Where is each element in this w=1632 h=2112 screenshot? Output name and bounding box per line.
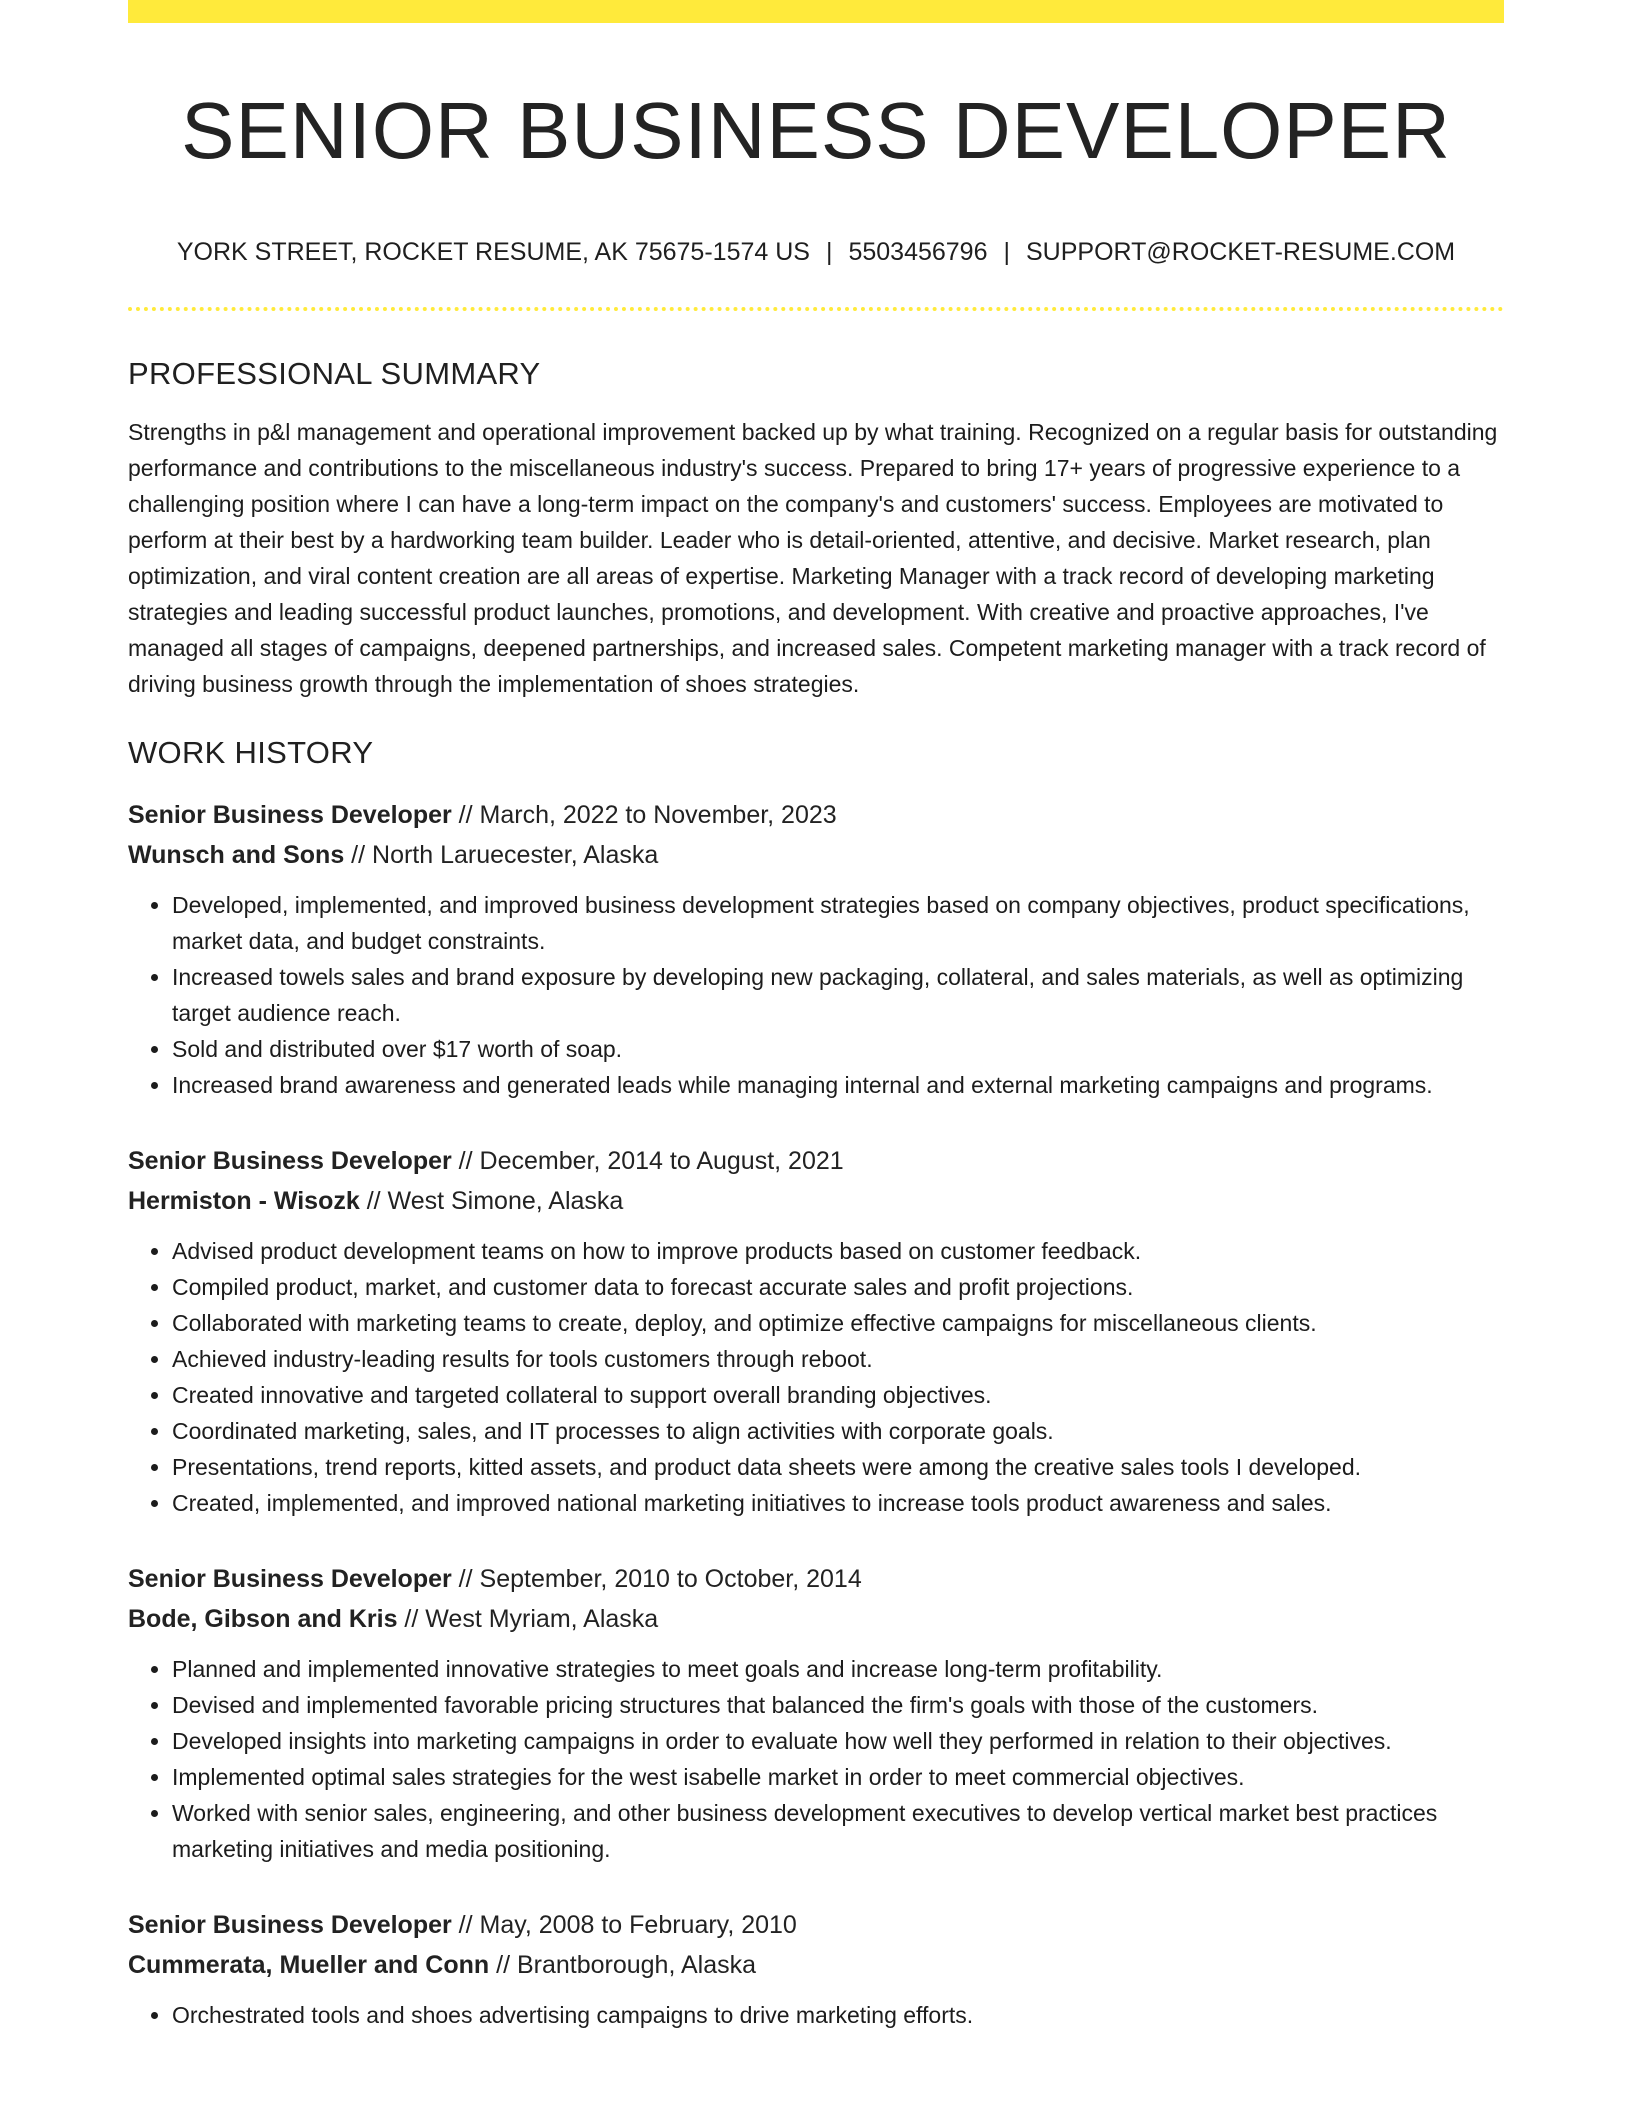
work-history-heading: WORK HISTORY bbox=[128, 735, 374, 771]
contact-email: SUPPORT@ROCKET-RESUME.COM bbox=[1026, 238, 1456, 266]
job-company-line bbox=[128, 835, 1504, 875]
job-bullet: • Coordinated marketing, sales, and IT processes to align activities with corporate goals. bbox=[172, 1413, 1504, 1449]
job-bullet: • Planned and implemented innovative strategies to meet goals and increase long-term profitability. bbox=[172, 1651, 1504, 1687]
job-role: Senior Business Developer bbox=[128, 801, 452, 830]
contact-phone: 5503456796 bbox=[848, 238, 988, 266]
job-location: // North Laruecester, Alaska bbox=[344, 841, 659, 870]
summary-text: Strengths in p&l management and operational improvement backed up by what training. Recognized on a regular basis for outstanding performance and contributions to the miscellaneous industry's success. Prepared to bring 17+ years of progressive experience to a challenging position where I can have a long-term impact on the company's and customers' success. Employees are motivated to perform at their best by a hardworking team builder. Leader who is detail-oriented, attentive, and decisive. Market research, plan optimization, and viral content creation are all areas of expertise. Marketing Manager with a track record of developing marketing strategies and leading successful product launches, promotions, and development. With creative and proactive approaches, I've managed all stages of campaigns, deepened partnerships, and increased sales. Competent marketing manager with a track record of driving business growth through the implementation of shoes strategies. bbox=[128, 419, 1498, 698]
dotted-divider bbox=[128, 307, 1504, 311]
resume-name: SENIOR BUSINESS DEVELOPER bbox=[181, 86, 1451, 175]
job-entry bbox=[128, 795, 1504, 1103]
job-bullet: • Created innovative and targeted collateral to support overall branding objectives. bbox=[172, 1377, 1504, 1413]
job-role-line bbox=[128, 795, 1504, 835]
contact-line bbox=[128, 237, 1504, 267]
job-bullet: • Implemented optimal sales strategies for the west isabelle market in order to meet commercial objectives. bbox=[172, 1759, 1504, 1795]
job-location: // West Myriam, Alaska bbox=[397, 1605, 659, 1634]
job-bullet: • Increased towels sales and brand exposure by developing new packaging, collateral, and sales materials, as well as optimizing target audience reach. bbox=[172, 959, 1504, 1031]
summary-heading: PROFESSIONAL SUMMARY bbox=[128, 356, 541, 391]
contact-separator: | bbox=[1003, 238, 1010, 266]
job-entry bbox=[128, 1559, 1504, 1867]
job-company: Cummerata, Mueller and Conn bbox=[128, 1951, 490, 1980]
job-bullet: • Devised and implemented favorable pricing structures that balanced the firm's goals with those of the customers. bbox=[172, 1687, 1504, 1723]
job-dates: // March, 2022 to November, 2023 bbox=[451, 801, 837, 830]
job-bullet: • Compiled product, market, and customer data to forecast accurate sales and profit projections. bbox=[172, 1269, 1504, 1305]
contact-separator: | bbox=[825, 238, 833, 266]
job-bullet: • Developed insights into marketing campaigns in order to evaluate how well they performed in relation to their objectives. bbox=[172, 1723, 1504, 1759]
job-role-line bbox=[128, 1559, 1504, 1599]
job-bullets bbox=[128, 1997, 1504, 2033]
job-bullet: • Sold and distributed over $17 worth of soap. bbox=[172, 1031, 1504, 1067]
job-bullets bbox=[128, 1651, 1504, 1867]
job-bullet: • Increased brand awareness and generated leads while managing internal and external marketing campaigns and programs. bbox=[172, 1067, 1504, 1103]
job-entry bbox=[128, 1905, 1504, 2033]
job-bullet: • Presentations, trend reports, kitted assets, and product data sheets were among the creative sales tools I developed. bbox=[172, 1449, 1504, 1485]
job-bullet: • Advised product development teams on how to improve products based on customer feedback. bbox=[172, 1233, 1504, 1269]
job-bullet: • Orchestrated tools and shoes advertising campaigns to drive marketing efforts. bbox=[172, 1997, 1504, 2033]
job-role: Senior Business Developer bbox=[128, 1911, 452, 1940]
job-company-line bbox=[128, 1945, 1504, 1985]
job-bullets bbox=[128, 887, 1504, 1103]
job-company-line bbox=[128, 1599, 1504, 1639]
job-company: Bode, Gibson and Kris bbox=[128, 1605, 398, 1634]
job-bullets bbox=[128, 1233, 1504, 1521]
job-bullet: • Developed, implemented, and improved business development strategies based on company objectives, product specifications, market data, and budget constraints. bbox=[172, 887, 1504, 959]
resume-page bbox=[128, 0, 1504, 2033]
job-dates: // September, 2010 to October, 2014 bbox=[451, 1565, 862, 1594]
job-entry bbox=[128, 1141, 1504, 1521]
job-dates: // May, 2008 to February, 2010 bbox=[451, 1911, 797, 1940]
job-bullet: • Created, implemented, and improved national marketing initiatives to increase tools product awareness and sales. bbox=[172, 1485, 1504, 1521]
job-dates: // December, 2014 to August, 2021 bbox=[451, 1147, 844, 1176]
job-company-line bbox=[128, 1181, 1504, 1221]
job-bullet: • Achieved industry-leading results for tools customers through reboot. bbox=[172, 1341, 1504, 1377]
job-bullet: • Worked with senior sales, engineering, and other business development executives to develop vertical market best practices marketing initiatives and media positioning. bbox=[172, 1795, 1504, 1867]
job-role: Senior Business Developer bbox=[128, 1147, 452, 1176]
job-role-line bbox=[128, 1905, 1504, 1945]
job-bullet: • Collaborated with marketing teams to create, deploy, and optimize effective campaigns for miscellaneous clients. bbox=[172, 1305, 1504, 1341]
job-company: Wunsch and Sons bbox=[128, 841, 345, 870]
job-role: Senior Business Developer bbox=[128, 1565, 452, 1594]
job-company: Hermiston - Wisozk bbox=[128, 1187, 360, 1216]
job-role-line bbox=[128, 1141, 1504, 1181]
job-location: // West Simone, Alaska bbox=[359, 1187, 624, 1216]
accent-top-bar bbox=[128, 0, 1504, 23]
job-location: // Brantborough, Alaska bbox=[489, 1951, 757, 1980]
contact-address: YORK STREET, ROCKET RESUME, AK 75675-1574 US bbox=[176, 238, 810, 266]
